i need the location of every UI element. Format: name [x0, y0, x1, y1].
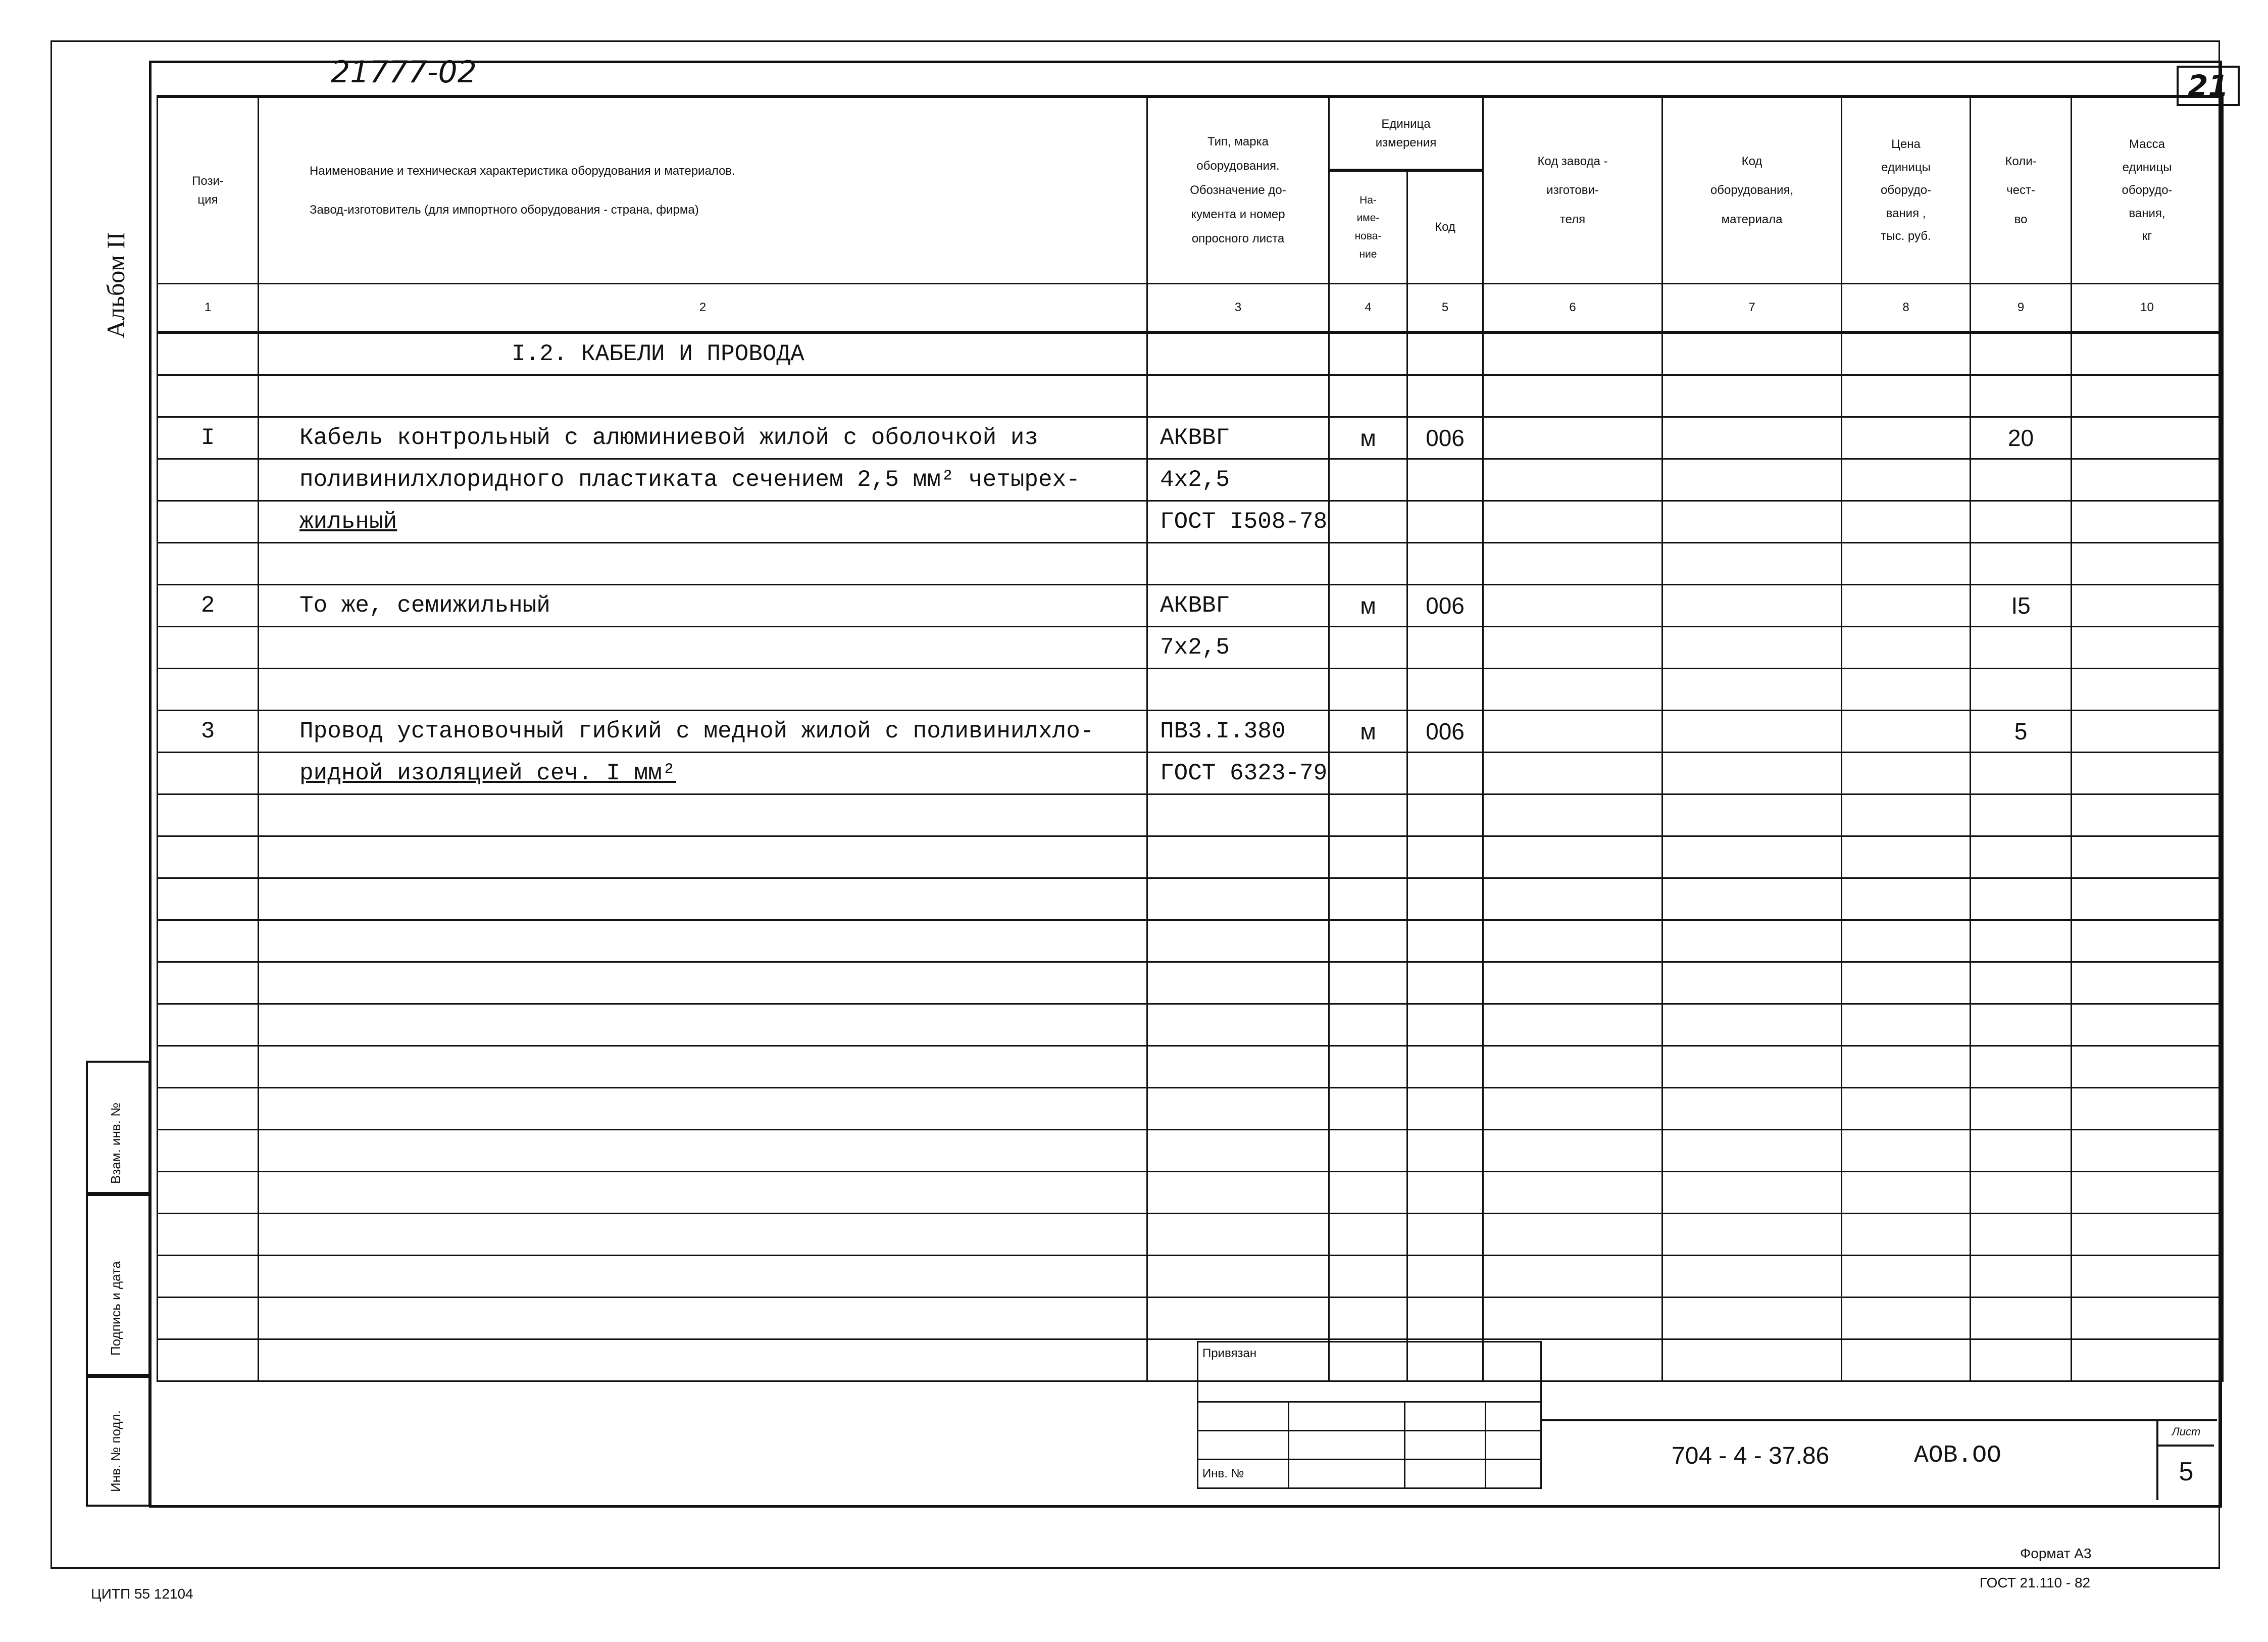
table-row — [158, 794, 2223, 836]
table-row — [158, 711, 2223, 753]
sheet-number-box — [2156, 1419, 2214, 1500]
column-number: 9 — [1971, 284, 2072, 333]
table-row — [158, 1130, 2223, 1172]
table-row — [158, 1214, 2223, 1256]
row-unit: м — [1329, 585, 1407, 627]
table-row — [158, 962, 2223, 1004]
row-name: ридной изоляцией сеч. I мм² — [259, 753, 1147, 794]
section-title-row — [158, 332, 2223, 375]
footer-format: Формат А3 — [2020, 1546, 2092, 1561]
row-name: жильный — [259, 501, 1147, 543]
side-stamp-signature — [86, 1192, 150, 1378]
table-row — [158, 585, 2223, 627]
row-mark: ГОСТ I508-78 — [1147, 501, 1329, 543]
side-stamp-label: Подпись и дата — [108, 1261, 123, 1356]
table-row — [158, 1046, 2223, 1088]
column-number: 2 — [259, 284, 1147, 333]
footer-gost: ГОСТ 21.110 - 82 — [1980, 1575, 2091, 1590]
document-code: 704 - 4 - 37.86 — [1672, 1442, 1830, 1469]
column-number: 5 — [1407, 284, 1483, 333]
header-name — [259, 96, 1147, 284]
table-row — [158, 1004, 2223, 1046]
header-name-line1: Наименование и техническая характеристика оборудования и материалов. — [310, 164, 735, 178]
header-position: Пози- ция — [158, 96, 259, 284]
table-row — [158, 878, 2223, 920]
header-mass: Масса единицы оборудо- вания, кг — [2072, 96, 2223, 284]
row-name: Провод установочный гибкий с медной жилой с поливинилхло- — [259, 711, 1147, 753]
header-unit-code: Код — [1407, 170, 1483, 284]
table-row — [158, 627, 2223, 669]
row-unit-code: 006 — [1407, 417, 1483, 459]
column-number: 8 — [1842, 284, 1971, 333]
table-row — [158, 669, 2223, 711]
row-position: 2 — [158, 585, 259, 627]
table-row — [158, 1298, 2223, 1339]
row-mark: АКВВГ — [1147, 417, 1329, 459]
row-mark: ПВ3.I.380 — [1147, 711, 1329, 753]
specification-table — [157, 95, 2224, 1382]
row-name: Кабель контрольный с алюминиевой жилой с оболочкой из — [259, 417, 1147, 459]
header-row-top — [158, 96, 2223, 170]
row-unit-code: 006 — [1407, 585, 1483, 627]
bound-stamp — [1197, 1341, 1542, 1489]
footer-left-code: ЦИТП 55 12104 — [91, 1586, 193, 1602]
row-unit: м — [1329, 711, 1407, 753]
album-label: Альбом II — [102, 232, 130, 338]
header-quantity: Коли- чест- во — [1971, 96, 2072, 284]
table-row — [158, 375, 2223, 417]
column-number: 3 — [1147, 284, 1329, 333]
column-number: 7 — [1662, 284, 1842, 333]
header-name-line2: Завод-изготовитель (для импортного оборудования - страна, фирма) — [310, 203, 699, 217]
column-number: 1 — [158, 284, 259, 333]
table-row — [158, 920, 2223, 962]
row-mark: АКВВГ — [1147, 585, 1329, 627]
table-row — [158, 1256, 2223, 1298]
bound-label: Привязан — [1198, 1342, 1541, 1402]
header-type: Тип, марка оборудования. Обозначение до- кумента и номер опросного листа — [1147, 96, 1329, 284]
table-row — [158, 417, 2223, 459]
page-corner-number: 21 — [2177, 66, 2240, 106]
row-quantity: 20 — [1971, 417, 2072, 459]
table-row — [158, 753, 2223, 794]
header-unit-name: На- име- нова- ние — [1329, 170, 1407, 284]
column-number: 10 — [2072, 284, 2223, 333]
column-number: 4 — [1329, 284, 1407, 333]
sheet-label: Лист — [2158, 1419, 2214, 1447]
table-row — [158, 1088, 2223, 1130]
section-title: I.2. КАБЕЛИ И ПРОВОДА — [259, 332, 1147, 375]
row-name: То же, семижильный — [259, 585, 1147, 627]
table-row — [158, 836, 2223, 878]
header-equipment-code: Код оборудования, материала — [1662, 96, 1842, 284]
table-row — [158, 501, 2223, 543]
header-factory-code: Код завода - изготови- теля — [1483, 96, 1662, 284]
handwritten-reference: 21777-02 — [331, 55, 477, 90]
side-stamp-label: Инв. № подл. — [108, 1410, 123, 1492]
title-block-line — [1540, 1419, 2217, 1421]
row-position: I — [158, 417, 259, 459]
row-mark: 7х2,5 — [1147, 627, 1329, 669]
row-mark: ГОСТ 6323-79 — [1147, 753, 1329, 794]
side-stamp-replacement — [86, 1061, 150, 1196]
row-mark: 4х2,5 — [1147, 459, 1329, 501]
header-price: Цена единицы оборудо- вания , тыс. руб. — [1842, 96, 1971, 284]
table-row — [158, 459, 2223, 501]
column-number-row — [158, 284, 2223, 333]
row-quantity: 5 — [1971, 711, 2072, 753]
table-row — [158, 543, 2223, 585]
row-unit: м — [1329, 417, 1407, 459]
row-quantity: I5 — [1971, 585, 2072, 627]
side-stamp-inventory — [86, 1374, 150, 1507]
inv-label: Инв. № — [1198, 1460, 1289, 1488]
row-name: поливинилхлоридного пластиката сечением 2,5 мм² четырех- — [259, 459, 1147, 501]
document-suffix: АОВ.ОО — [1914, 1442, 2001, 1469]
table-row — [158, 1172, 2223, 1214]
sheet-number: 5 — [2179, 1457, 2194, 1486]
row-position: 3 — [158, 711, 259, 753]
header-unit-group: Единица измерения — [1329, 96, 1483, 170]
table-row — [158, 1339, 2223, 1381]
side-stamp-label: Взам. инв. № — [108, 1102, 123, 1184]
row-unit-code: 006 — [1407, 711, 1483, 753]
column-number: 6 — [1483, 284, 1662, 333]
